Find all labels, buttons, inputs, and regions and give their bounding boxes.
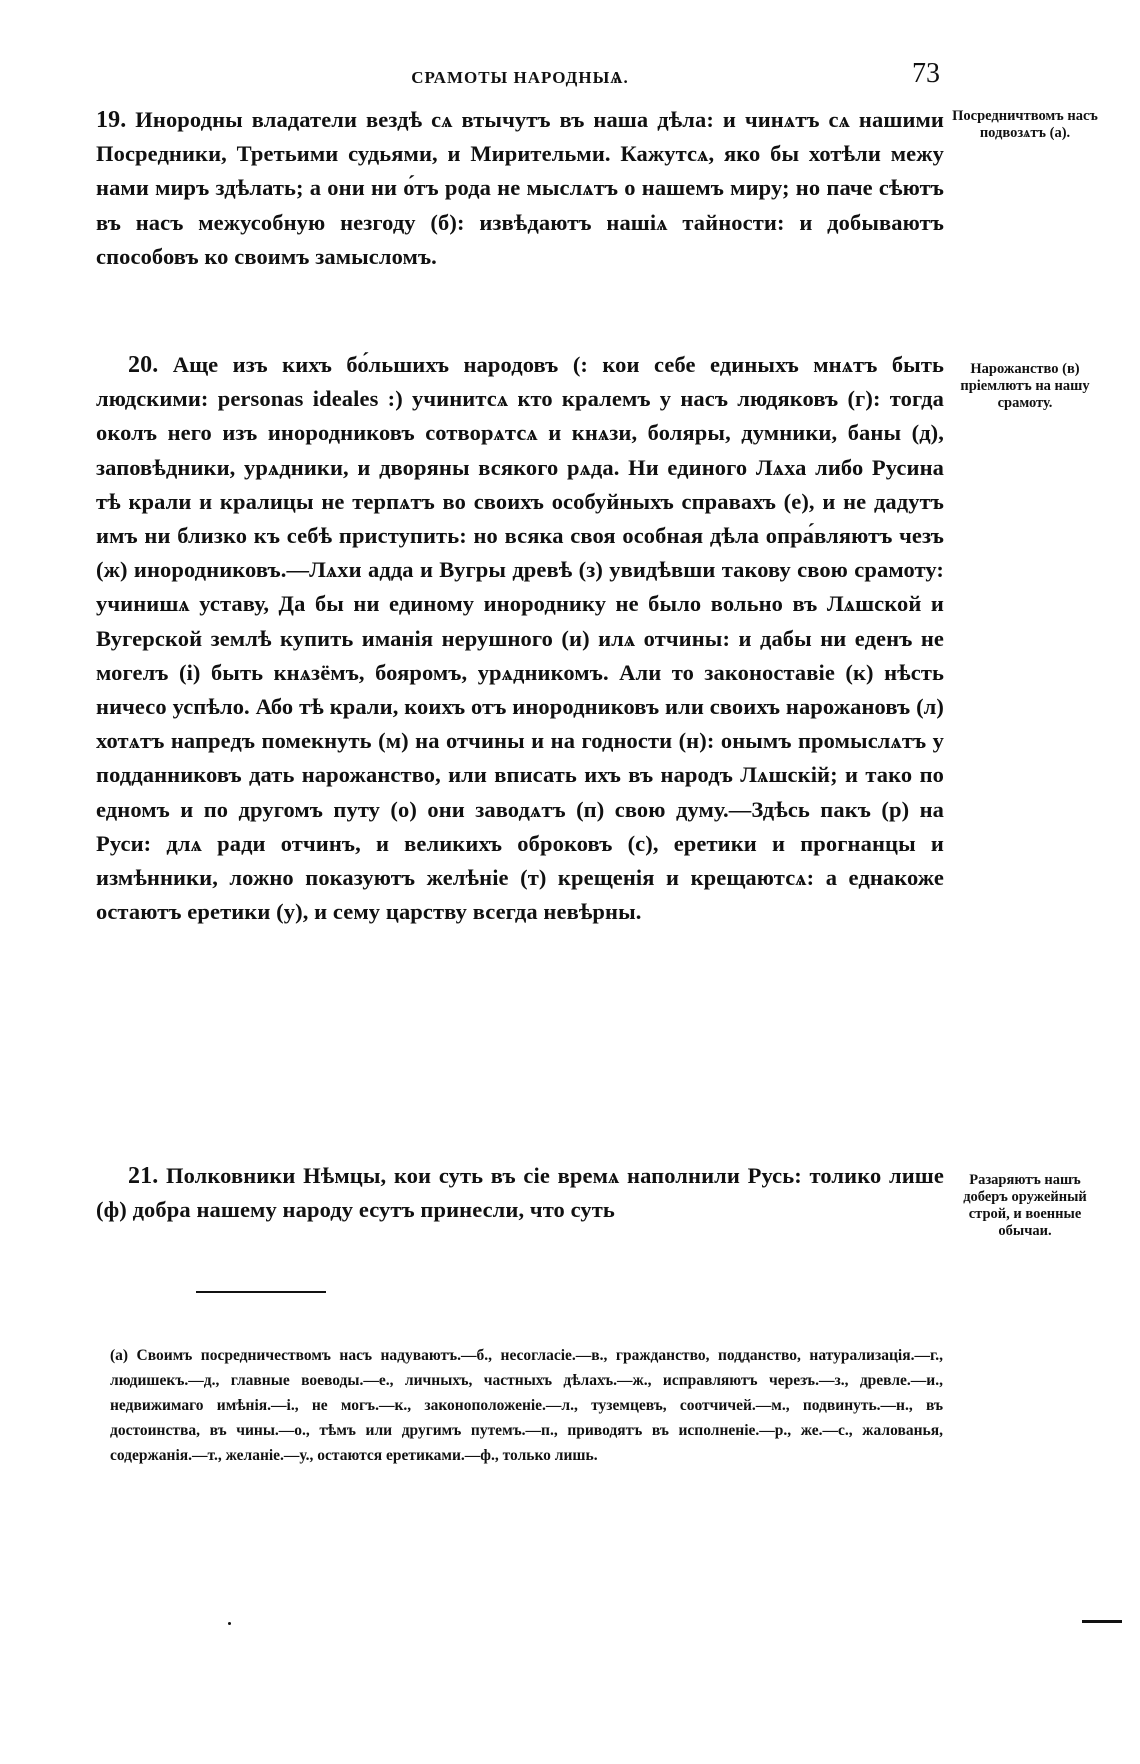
side-note-20: Нарожанство (в) прiемлютъ на нашу срамоту. xyxy=(960,361,1090,411)
side-note-21: Разаряютъ нашъ доберъ оружейный строй, и военные обычаи. xyxy=(963,1172,1087,1239)
paragraph-text: Аще изъ кихъ бо́льшихъ народовъ (: кои себе единыхъ мнѧтъ быть людскими: personas ideales :) учинитсѧ кто кралемъ у насъ людяковъ (г): тогда околъ него изъ инородниковъ сотворѧтсѧ и кнѧзи, боляры, думники, баны (д), заповѣдники, урѧдники, и дворяны всякого рѧда. Ни единого Лѧха либо Русина тѣ крали и кралицы не терпѧтъ во своихъ особуйныхъ справахъ (е), и не дадутъ имъ ни близко къ себѣ приступить: но всяка своя особная дѣла опра́вляютъ чезъ (ж) инородниковъ.—Лѧхи адда и Вугры древѣ (з) увидѣвши такову свою срамоту: учинишѧ уставу, Да бы ни единому инороднику не было вольно въ Лѧшской и Вугерской землѣ купить иманiя нерушного (и) илѧ отчины: и дабы ни еденъ не могелъ (i) быть кнѧзёмъ, бояромъ, урѧдникомъ. Али то законоставiе (к) нѣсть ничесо успѣло. Або тѣ крали, коихъ отъ инородниковъ или своихъ нарожановъ (л) хотѧтъ напредъ помекнуть (м) на отчины и на годности (н): онымъ промыслѧтъ у подданниковъ дать нарожанство, или вписать ихъ въ народъ Лѧшскiй; и тако по едномъ и по другомъ путу (о) они заводѧтъ (п) свою думу.—Здѣсь пакъ (р) на Руси: длѧ ради отчинъ, и великихъ оброковъ (с), еретики и прогнанцы и измѣнники, ложно показуютъ желѣнiе (т) крещенiя и крещаютсѧ: а еднакоже остаютъ еретики (у), и сему царству всегда невѣрны. xyxy=(96,352,944,925)
paragraph-number: 21. xyxy=(128,1163,159,1189)
page-number: 73 xyxy=(912,58,940,89)
paragraph-text: Инородны владатели вездѣ сѧ втычутъ въ наша дѣла: и чинѧтъ сѧ нашими Посредники, Третьими судьями, и Мирительми. Кажутсѧ, яко бы хотѣли межу нами миръ здѣлать; а они ни о́тъ рода не мыслѧтъ о нашемъ миру; но паче сѣютъ въ насъ межусобную незгоду (б): извѣдаютъ нашiѧ тайности: и добываютъ способовъ ко своимъ замысломъ. xyxy=(96,107,944,269)
paragraph-20 xyxy=(96,348,944,929)
running-title: СРАМОТЫ НАРОДНЫѦ. xyxy=(411,68,629,87)
paragraph-21 xyxy=(96,1159,944,1227)
footnote-divider xyxy=(196,1291,326,1293)
paragraph-number: 19. xyxy=(96,107,127,133)
page-header xyxy=(95,58,945,98)
footnotes: (а) Своимъ посредничествомъ насъ надуваютъ.—б., несогласiе.—в., гражданство, подданство, натурализацiя.—г., людишекъ.—д., главные воеводы.—е., личныхъ, частныхъ дѣлахъ.—ж., исправляютъ черезъ.—з., древле.—и., недвижимаго имѣнiя.—i., не могъ.—к., законоположенiе.—л., туземцевъ, соотчичей.—м., подвинуть.—н., въ достоинства, въ чины.—о., тѣмъ или другимъ путемъ.—п., приводятъ въ исполненiе.—р., же.—с., жалованья, содержанiя.—т., желанiе.—у., остаются еретиками.—ф., только лишь. xyxy=(110,1347,943,1464)
edge-mark xyxy=(1082,1620,1122,1623)
paragraph-text: Полковники Нѣмцы, кои суть въ сiе времѧ наполнили Русь: толико лише (ф) добра нашему народу есутъ принесли, что суть xyxy=(96,1163,944,1223)
paragraph-number: 20. xyxy=(128,352,159,378)
print-speck xyxy=(228,1622,231,1625)
paragraph-19 xyxy=(96,103,944,274)
side-note-19: Посредничтвомъ насъ подвозѧтъ (а). xyxy=(952,108,1098,141)
